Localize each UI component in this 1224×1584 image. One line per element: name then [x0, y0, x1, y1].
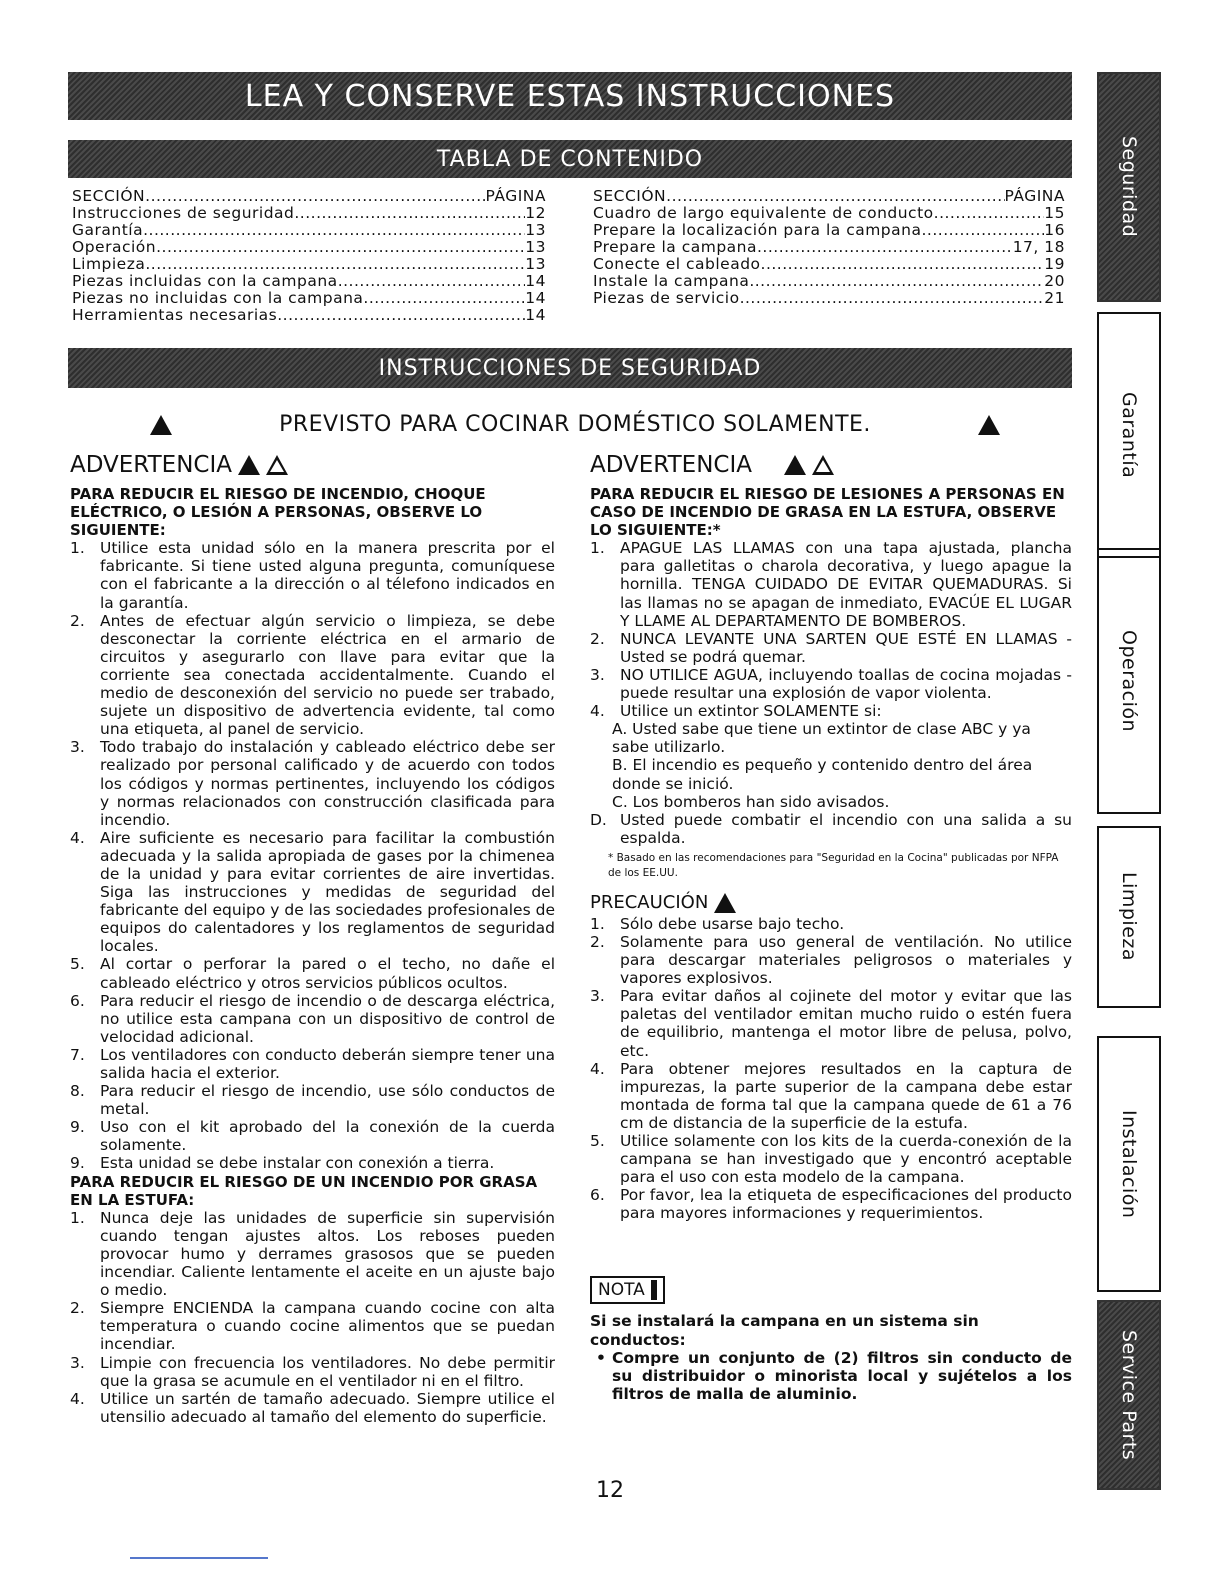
item-number: 2. — [590, 932, 605, 951]
title-text: LEA Y CONSERVE ESTAS INSTRUCCIONES — [244, 78, 896, 114]
grease-heading: PARA REDUCIR EL RIESGO DE UN INCENDIO POR GRASA EN LA ESTUFA: — [70, 1172, 538, 1209]
toc-title: TABLA DE CONTENIDO — [436, 146, 704, 172]
toc-entry[interactable] — [72, 290, 546, 307]
item-text: Utilice esta unidad sólo en la manera prescrita por el fabricante. Si tiene usted alguna pregunta, comuníquese con el fabricante a la dirección o al télefono indicados en la garantía. — [100, 539, 555, 612]
toc-entry-page: 21 — [1044, 289, 1065, 307]
left-column — [70, 451, 555, 1426]
item-text: Esta unidad se debe instalar con conexión a tierra. — [100, 1154, 495, 1173]
list-item — [70, 612, 555, 739]
toc-entry-label: Conecte el cableado — [593, 255, 761, 273]
tab-garantia[interactable] — [1097, 312, 1161, 558]
item-number: 9. — [70, 1154, 85, 1173]
toc-entry-label: Cuadro de largo equivalente de conducto — [593, 204, 934, 222]
warning-intro: PARA REDUCIR EL RIESGO DE INCENDIO, CHOQUE ELÉCTRICO, O LESIÓN A PERSONAS, OBSERVE LO SIGUIENTE: — [70, 485, 486, 540]
list-item — [70, 1046, 555, 1082]
item-text: APAGUE LAS LLAMAS con una tapa ajustada, plancha para galletitas o charola decorativa, y luego apague la hornilla. TENGA CUIDADO DE EVITAR QUEMADURAS. Si las llamas no se apagan de inmediato, EVACÚE EL LUGAR Y LLAME AL DEPARTAMENTO DE BOMBEROS. — [620, 539, 1072, 630]
toc-entry[interactable] — [72, 222, 546, 239]
right-column — [590, 451, 1072, 1403]
list-item — [590, 702, 1072, 720]
toc-entry-page: 13 — [525, 221, 546, 239]
item-number: 1. — [590, 539, 605, 558]
tab-label: Instalación — [1118, 1109, 1140, 1219]
caution-heading-text: PRECAUCIÓN — [590, 891, 709, 913]
toc-entry[interactable] — [593, 239, 1065, 256]
item-text: Nunca deje las unidades de superficie sin supervisión cuando tengan ajustes altos. Los reboses pueden provocar humo y derrames grasosos que se pueden incendiar. Caliente lentamente el aceite en un ajuste bajo o medio. — [100, 1208, 555, 1300]
item-text: Utilice solamente con los kits de la cuerda-conexión de la campana se han investigado que y encontró aceptable para el uso con esta modelo de la campana. — [620, 1132, 1072, 1187]
item-text: Los ventiladores con conducto deberán siempre tener una salida hacia el exterior. — [100, 1045, 555, 1082]
list-item — [590, 1132, 1072, 1186]
list-item — [70, 1082, 555, 1118]
list-item — [590, 915, 1072, 933]
tab-limpieza[interactable] — [1097, 826, 1161, 1008]
list-item — [70, 1118, 555, 1154]
item-text: Aire suficiente es necesario para facilitar la combustión adecuada y la salida apropiada de gases por la chimenea de la unidad y para evitar corrientes de aire invertidas. Siga las instrucciones y medidas de seguridad del fabricante del equipo y de las sociedades profesionales de equipos do calentadores y los reglamentos de seguridad locales. — [100, 828, 555, 956]
list-item — [590, 933, 1072, 987]
domestic-use-notice — [150, 412, 1000, 437]
warning-icon — [978, 415, 1000, 435]
tab-label: Limpieza — [1118, 872, 1140, 962]
toc-entry[interactable] — [72, 239, 546, 256]
toc-entry-label: Instrucciones de seguridad — [72, 204, 295, 222]
item-text: Todo trabajo do instalación y cableado eléctrico debe ser realizado por personal calificado y de acuerdo con todos los códigos y normas pertinentes, incluyendo los códigos y normas relacionados con construcción clasificada para incendio. — [100, 738, 555, 829]
item-text: NUNCA LEVANTE UNA SARTEN QUE ESTÉ EN LLAMAS - Usted se podrá quemar. — [620, 629, 1072, 666]
toc-entry-page: 14 — [525, 289, 546, 307]
warning-outline-icon — [812, 455, 834, 475]
item-number: D. — [590, 810, 607, 829]
warning-heading — [70, 451, 555, 478]
item-text: Al cortar o perforar la pared o el techo, no dañe el cableado eléctrico y otros servicios públicos ocultos. — [100, 955, 555, 992]
toc-entry[interactable] — [72, 205, 546, 222]
toc-entry-page: 15 — [1044, 204, 1065, 222]
tab-label: Service Parts — [1118, 1329, 1140, 1461]
title-banner — [68, 72, 1072, 120]
tab-label: Operación — [1118, 629, 1140, 733]
safety-title: INSTRUCCIONES DE SEGURIDAD — [378, 355, 762, 381]
toc-page-header: PÁGINA — [485, 187, 546, 205]
toc-entry[interactable] — [593, 205, 1065, 222]
toc-entry[interactable] — [72, 273, 546, 290]
tab-service-parts[interactable] — [1097, 1300, 1161, 1490]
item-number: 3. — [70, 738, 85, 757]
item-number: 5. — [590, 1132, 605, 1150]
item-number: 3. — [70, 1353, 85, 1372]
toc-entry-label: Piezas incluidas con la campana — [72, 272, 338, 290]
list-item — [70, 1390, 555, 1426]
item-number: 3. — [590, 987, 605, 1006]
item-number: 6. — [70, 991, 85, 1010]
item-number: 7. — [70, 1045, 85, 1064]
list-item — [70, 1354, 555, 1390]
toc-entry-page: 19 — [1044, 255, 1065, 273]
toc-right-column — [593, 188, 1065, 307]
list-item — [70, 1299, 555, 1353]
sub-item: B. El incendio es pequeño y contenido dentro del área donde se inició. — [612, 756, 1033, 793]
caution-heading — [590, 893, 1072, 913]
warning-heading — [590, 451, 1072, 478]
list-item — [70, 829, 555, 956]
item-text: Por favor, lea la etiqueta de especificaciones del producto para mayores informaciones y requerimientos. — [620, 1186, 1072, 1223]
nota-bullet-text: Compre un conjunto de (2) filtros sin conducto de su distribuidor o minorista local y sujételos a los filtros de malla de aluminio. — [612, 1348, 1072, 1403]
list-item — [590, 539, 1072, 629]
toc-banner — [68, 140, 1072, 178]
nota-bullet — [590, 1349, 1072, 1403]
nota-label: NOTA — [590, 1276, 665, 1304]
toc-entry-page: 14 — [525, 272, 546, 290]
toc-page-header: PÁGINA — [1004, 187, 1065, 205]
item-number: 6. — [590, 1186, 605, 1205]
list-item — [70, 539, 555, 611]
toc-entry[interactable] — [593, 222, 1065, 239]
item-number: 4. — [590, 702, 605, 721]
toc-entry-page: 20 — [1044, 272, 1065, 290]
domestic-text: PREVISTO PARA COCINAR DOMÉSTICO SOLAMENTE. — [279, 412, 871, 437]
toc-section-header: SECCIÓN — [593, 187, 667, 205]
item-number: 4. — [590, 1059, 605, 1078]
item-text: Sólo debe usarse bajo techo. — [620, 914, 845, 933]
toc-entry[interactable] — [593, 273, 1065, 290]
warning-outline-icon — [266, 455, 288, 475]
list-item — [590, 1060, 1072, 1132]
sub-item: A. Usted sabe que tiene un extintor de clase ABC y ya sabe utilizarlo. — [612, 720, 1031, 757]
item-number: 8. — [70, 1082, 85, 1101]
sub-item: C. Los bomberos han sido avisados. — [612, 792, 890, 811]
item-text: Solamente para uso general de ventilación. No utilice para descargar materiales peligrosos o materiales y vapores explosivos. — [620, 932, 1072, 988]
item-number: 2. — [590, 629, 605, 648]
item-number: 4. — [70, 1389, 85, 1408]
toc-entry-page: 16 — [1044, 221, 1065, 239]
toc-entry-label: Herramientas necesarias — [72, 306, 278, 324]
toc-entry-page: 12 — [525, 204, 546, 222]
item-number: 1. — [70, 539, 85, 558]
toc-section-header: SECCIÓN — [72, 187, 146, 205]
list-item — [70, 1154, 555, 1172]
page-number: 12 — [596, 1478, 624, 1503]
bullet-icon: • — [596, 1348, 606, 1367]
item-number: 4. — [70, 828, 85, 847]
item-text: Siempre ENCIENDA la campana cuando cocine con alta temperatura o cuando cocine alimentos que se puedan incendiar. — [100, 1299, 555, 1354]
list-item — [590, 666, 1072, 702]
warning-intro: PARA REDUCIR EL RIESGO DE LESIONES A PERSONAS EN CASO DE INCENDIO DE GRASA EN LA ESTUFA, OBSERVE LO SIGUIENTE:* — [590, 485, 1065, 540]
list-item — [590, 987, 1072, 1059]
warning-icon — [714, 893, 736, 913]
item-text: Para obtener mejores resultados en la captura de impurezas, la parte superior de la campana debe estar montada de forma tal que la campana quede de 61 a 76 cm de distancia de la superficie de la estufa. — [620, 1059, 1072, 1132]
warning-icon — [238, 455, 260, 475]
toc-entry-label: Prepare la localización para la campana — [593, 221, 922, 239]
item-text: Para evitar daños al cojinete del motor y evitar que las paletas del ventilador emitan mucho ruido o estén fuera de equilibrio, mantenga el motor libre de pelusa, polvo, etc. — [620, 987, 1072, 1060]
item-text: Antes de efectuar algún servicio o limpieza, se debe desconectar la corriente eléctrica en el armario de circuitos y asegurarlo con llave para evitar que la corriente sea conectada accidentalmente. Cuando el medio de desconexión del servicio no puede ser trabado, sujete un dispositivo de advertencia evidente, tal como una etiqueta, al panel de servicio. — [100, 611, 555, 739]
tab-instalacion[interactable] — [1097, 1036, 1161, 1292]
toc-entry-page: 17, 18 — [1012, 238, 1065, 256]
item-text: Para reducir el riesgo de incendio o de descarga eléctrica, no utilice esta campana con un dispositivo de control de velocidad adicional. — [100, 991, 555, 1046]
footnote: * Basado en las recomendaciones para "Seguridad en la Cocina" publicadas por NFPA de los EE.UU. — [608, 851, 1059, 879]
tab-seguridad[interactable] — [1097, 72, 1161, 302]
nota-text: Si se instalará la campana en un sistema sin conductos: — [590, 1312, 979, 1349]
list-item — [590, 811, 1072, 847]
item-number: 1. — [70, 1208, 85, 1227]
item-number: 3. — [590, 665, 605, 684]
list-item — [70, 738, 555, 828]
toc-entry-label: Piezas no incluidas con la campana — [72, 289, 364, 307]
toc-entry-label: Operación — [72, 238, 157, 256]
warning-heading-text: ADVERTENCIA — [70, 451, 232, 478]
toc-header — [593, 188, 1065, 205]
list-item — [590, 630, 1072, 666]
toc-entry-page: 13 — [525, 255, 546, 273]
warning-icon — [784, 455, 806, 475]
list-item — [70, 1209, 555, 1299]
item-number: 5. — [70, 955, 85, 974]
item-number: 2. — [70, 611, 85, 630]
toc-entry-label: Prepare la campana — [593, 238, 757, 256]
toc-header — [72, 188, 546, 205]
list-item — [590, 1186, 1072, 1222]
toc-entry[interactable] — [72, 256, 546, 273]
toc-entry-label: Limpieza — [72, 255, 146, 273]
toc-left-column — [72, 188, 546, 324]
list-item — [70, 992, 555, 1046]
toc-entry[interactable] — [72, 307, 546, 324]
item-number: 2. — [70, 1299, 85, 1318]
toc-entry[interactable] — [593, 256, 1065, 273]
tab-label: Garantía — [1118, 391, 1140, 479]
item-number: 9. — [70, 1118, 85, 1137]
toc-entry-page: 13 — [525, 238, 546, 256]
item-text: Utilice un extintor SOLAMENTE si: — [620, 702, 882, 721]
list-item — [70, 955, 555, 991]
warning-heading-text: ADVERTENCIA — [590, 451, 752, 478]
toc-entry-label: Garantía — [72, 221, 144, 239]
safety-banner — [68, 348, 1072, 388]
item-text: NO UTILICE AGUA, incluyendo toallas de cocina mojadas - puede resultar una explosión de vapor violenta. — [620, 665, 1072, 703]
tab-operacion[interactable] — [1097, 548, 1161, 814]
item-text: Uso con el kit aprobado del la conexión de la cuerda solamente. — [100, 1118, 555, 1155]
warning-icon — [150, 415, 172, 435]
toc-entry[interactable] — [593, 290, 1065, 307]
tab-label: Seguridad — [1118, 136, 1140, 238]
toc-entry-label: Piezas de servicio — [593, 289, 740, 307]
toc-entry-label: Instale la campana — [593, 272, 750, 290]
item-text: Utilice un sartén de tamaño adecuado. Siempre utilice el utensilio adecuado al tamaño del elemento do superficie. — [100, 1389, 555, 1426]
toc-entry-page: 14 — [525, 306, 546, 324]
divider — [130, 1557, 268, 1559]
item-text: Para reducir el riesgo de incendio, use sólo conductos de metal. — [100, 1082, 555, 1119]
item-number: 1. — [590, 914, 605, 933]
item-text: Limpie con frecuencia los ventiladores. No debe permitir que la grasa se acumule en el ventilador ni en el filtro. — [100, 1353, 555, 1390]
item-text: Usted puede combatir el incendio con una salida a su espalda. — [620, 810, 1072, 847]
